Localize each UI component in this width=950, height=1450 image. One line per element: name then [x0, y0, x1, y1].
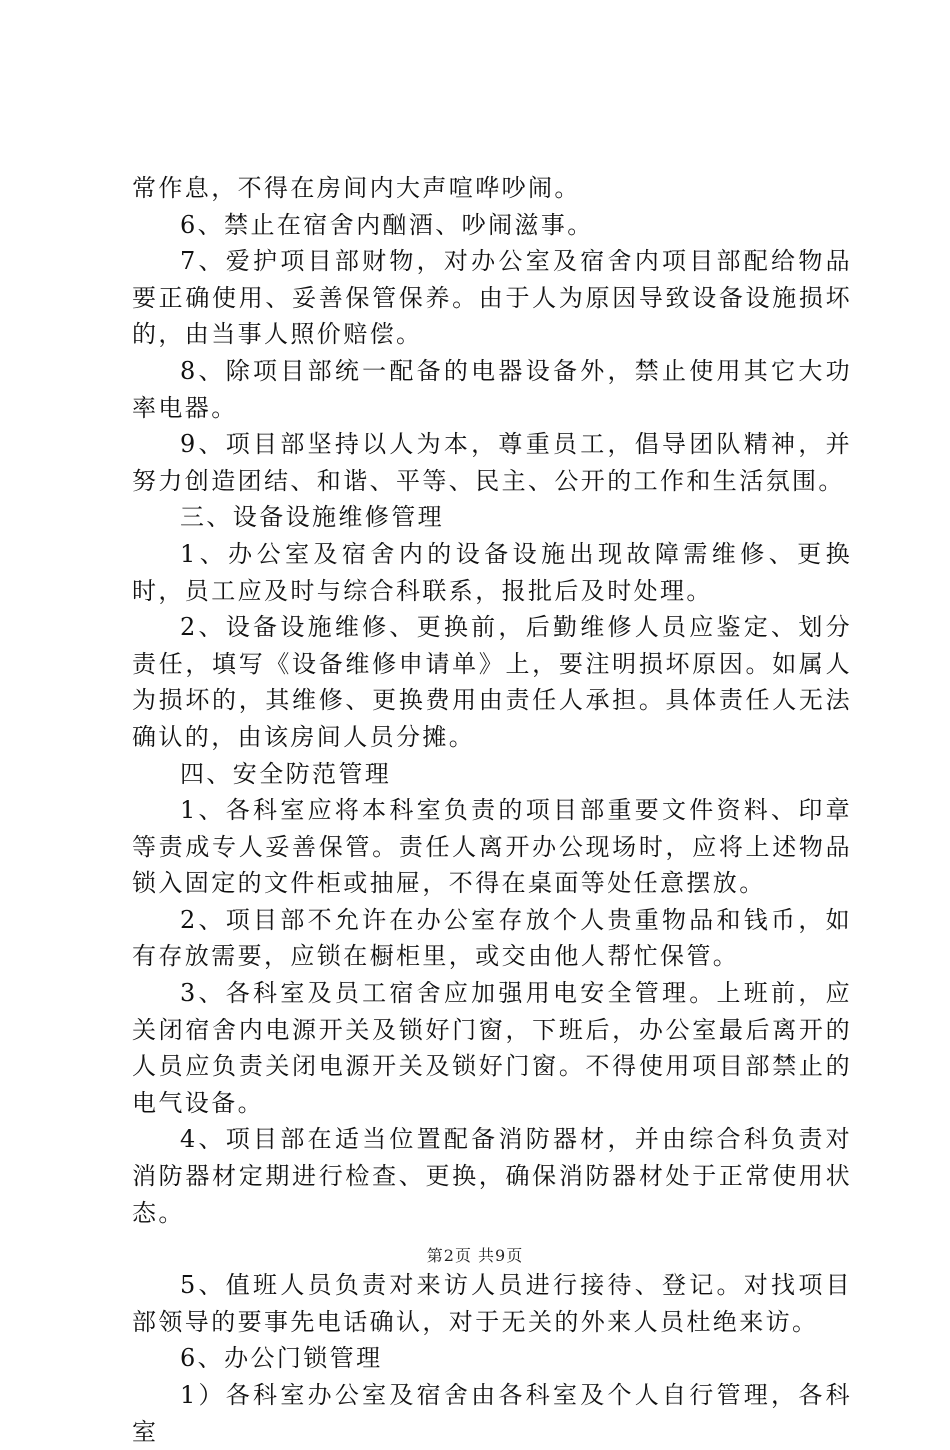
paragraph-continuation: 常作息，不得在房间内大声喧哗吵闹。	[132, 174, 581, 202]
paragraph-section4-item-3: 3、各科室及员工宿舍应加强用电安全管理。上班前，应关闭宿舍内电源开关及锁好门窗，下班后，办公室最后离开的人员应负责关闭电源开关及锁好门窗。不得使用项目部禁止的电气设备。	[132, 979, 852, 1117]
section-heading-4: 四、安全防范管理	[180, 759, 392, 788]
page-number-footer: 第2页 共9页	[426, 1246, 524, 1265]
paragraph-item-6: 6、禁止在宿舍内酗酒、吵闹滋事。	[180, 210, 594, 239]
paragraph-section4-item-5: 5、值班人员负责对来访人员进行接待、登记。对找项目部领导的要事先电话确认，对于无关的外来人员杜绝来访。	[132, 1271, 852, 1336]
paragraph-section4-item-1: 1、各科室应将本科室负责的项目部重要文件资料、印章等责成专人妥善保管。责任人离开办公现场时，应将上述物品锁入固定的文件柜或抽屉，不得在桌面等处任意摆放。	[132, 796, 852, 898]
paragraph-section4-item-6: 6、办公门锁管理	[180, 1344, 383, 1373]
paragraph-section3-item-2: 2、设备设施维修、更换前，后勤维修人员应鉴定、划分责任，填写《设备维修申请单》上，要注明损坏原因。如属人为损坏的，其维修、更换费用由责任人承担。具体责任人无法确认的，由该房间人员分摊。	[132, 613, 852, 751]
paragraph-section4-item-2: 2、项目部不允许在办公室存放个人贵重物品和钱币，如有存放需要，应锁在橱柜里，或交由他人帮忙保管。	[132, 905, 852, 971]
paragraph-item-8: 8、除项目部统一配备的电器设备外，禁止使用其它大功率电器。	[132, 356, 852, 422]
paragraph-lock-item-1: 1）各科室办公室及宿舍由各科室及个人自行管理，各科室	[132, 1381, 852, 1446]
paragraph-item-9: 9、项目部坚持以人为本，尊重员工，倡导团队精神，并努力创造团结、和谐、平等、民主、公开的工作和生活氛围。	[132, 430, 852, 495]
paragraph-section4-item-4: 4、项目部在适当位置配备消防器材，并由综合科负责对消防器材定期进行检查、更换，确保消防器材处于正常使用状态。	[132, 1125, 852, 1227]
paragraph-section3-item-1: 1、办公室及宿舍内的设备设施出现故障需维修、更换时，员工应及时与综合科联系，报批后及时处理。	[132, 539, 852, 605]
paragraph-item-7: 7、爱护项目部财物，对办公室及宿舍内项目部配给物品要正确使用、妥善保管保养。由于人为原因导致设备设施损坏的，由当事人照价赔偿。	[132, 247, 852, 349]
section-heading-3: 三、设备设施维修管理	[180, 503, 444, 532]
